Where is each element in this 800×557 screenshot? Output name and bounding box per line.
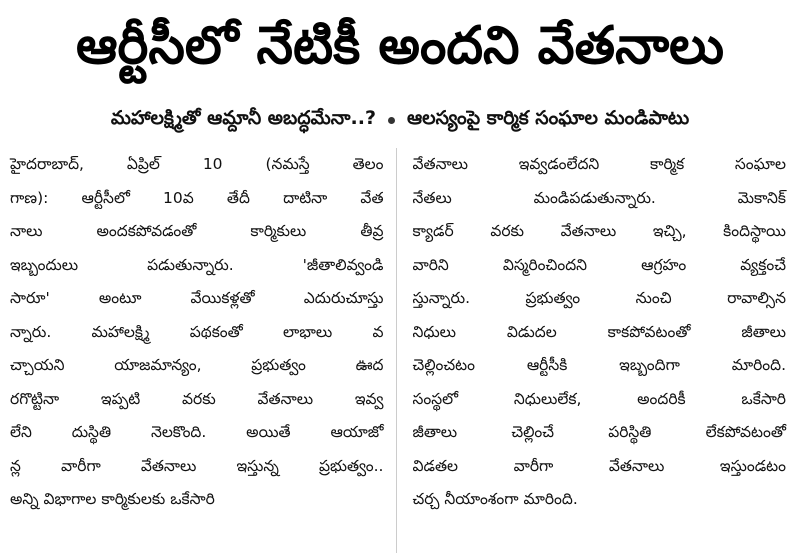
text-line: చెల్లించటం ఆర్టీసీకి ఇబ్బందిగా మారింది. [412, 356, 786, 374]
text-line: అన్ని విభాగాల కార్మికులకు ఒకేసారి [10, 490, 215, 508]
text-line: నాలు అందకపోవడంతో కార్మికులు తీవ్ర [10, 222, 384, 240]
subhead-1: మహాలక్ష్మితో ఆమ్దానీ అబద్ధమేనా..? [110, 106, 376, 129]
text-line: నిధులు విడుదల కాకపోవటంతో జీతాలు [412, 322, 786, 341]
right-column [397, 148, 800, 553]
article-subheadline [0, 100, 800, 140]
left-column [0, 148, 397, 553]
text-line: చర్చ నీయాంశంగా మారింది. [412, 490, 578, 508]
subhead-2: ఆలస్యంపై కార్మిక సంఘాల మండిపాటు [406, 106, 690, 129]
text-line: స్తున్నారు. ప్రభుత్వం నుంచి రావాల్సిన [412, 289, 786, 307]
article-body [0, 148, 800, 553]
text-line: వారిని విస్మరించిందని ఆగ్రహం వ్యక్తంచే [412, 255, 786, 274]
text-line: రగొట్టినా ఇప్పటి వరకు వేతనాలు ఇవ్వ [10, 389, 384, 408]
text-line: చ్చాయని యాజమాన్యం, ప్రభుత్వం ఊద [10, 356, 384, 374]
text-line: ఇబ్బందులు పడుతున్నారు. 'జీతాలివ్వండి [10, 255, 384, 274]
bullet-separator-icon [388, 117, 395, 124]
text-line: గాణ): ఆర్టీసీలో 10వ తేదీ దాటినా వేత [10, 188, 384, 207]
text-line: విడతల వారీగా వేతనాలు ఇస్తుండటం [412, 456, 786, 475]
text-line: లేని దుస్థితి నెలకొంది. అయితే ఆయాజో [10, 423, 384, 441]
text-line: సంస్థలో నిధులులేక, అందరికీ ఒకేసారి [412, 389, 786, 408]
text-line: న్నారు. మహాలక్ష్మి పథకంతో లాభాలు వ [10, 322, 384, 341]
article-headline: ఆర్టీసీలో నేటికీ అందని వేతనాలు [76, 16, 724, 76]
text-line: జీతాలు చెల్లించే పరిస్థితి లేకపోవటంతో [412, 423, 786, 441]
text-line: న్ల వారీగా వేతనాలు ఇస్తున్న ప్రభుత్వం.. [10, 456, 384, 475]
text-line: వేతనాలు ఇవ్వడంలేదని కార్మిక సంఘాల [412, 155, 786, 173]
text-line: సారూ' అంటూ వేయికళ్లతో ఎదురుచూస్తు [10, 289, 384, 307]
text-line: క్యాడర్ వరకు వేతనాలు ఇచ్చి, కిందిస్థాయి [412, 222, 786, 240]
text-line: హైదరాబాద్, ఏప్రిల్ 10 (నమస్తే తెలం [10, 155, 384, 173]
text-line: నేతలు మండిపడుతున్నారు. మెకానిక్ [412, 188, 786, 207]
